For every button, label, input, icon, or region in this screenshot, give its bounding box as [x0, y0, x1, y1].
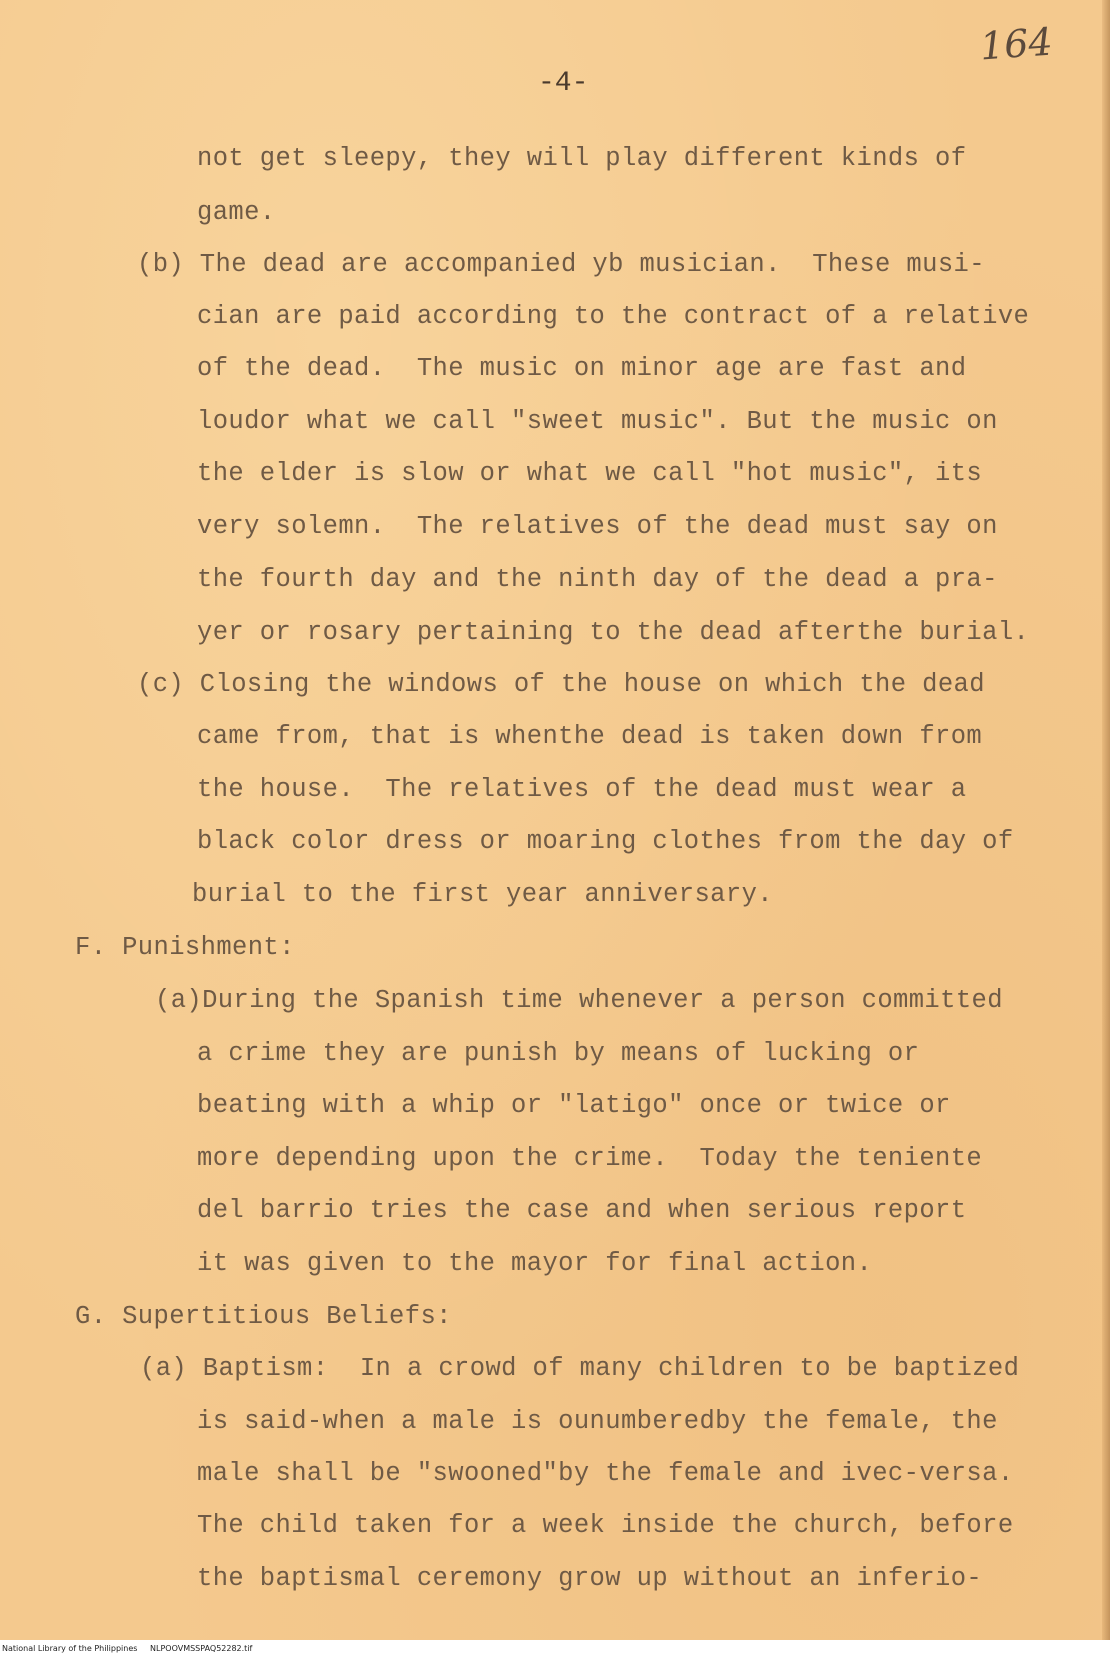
section-heading: F. Punishment:	[75, 933, 295, 962]
text-line: it was given to the mayor for final action.	[197, 1249, 873, 1278]
text-line: (a) Baptism: In a crowd of many children to be baptized	[140, 1354, 1020, 1383]
text-line: a crime they are punish by means of lucking or	[197, 1039, 920, 1068]
text-line: cian are paid according to the contract of a relative	[197, 302, 1030, 331]
text-line: beating with a whip or "latigo" once or twice or	[197, 1091, 951, 1120]
scan-footer	[0, 1640, 1110, 1658]
text-line: the fourth day and the ninth day of the dead a pra-	[197, 565, 998, 594]
text-line: del barrio tries the case and when serious report	[197, 1196, 967, 1225]
text-line: of the dead. The music on minor age are fast and	[197, 354, 967, 383]
footer-file-id: NLPOOVMSSPAQ52282.tif	[150, 1644, 253, 1653]
text-line: black color dress or moaring clothes from the day of	[197, 827, 1014, 856]
section-heading: G. Supertitious Beliefs:	[75, 1302, 452, 1331]
text-line: yer or rosary pertaining to the dead afterthe burial.	[197, 618, 1030, 647]
text-line: The child taken for a week inside the church, before	[197, 1511, 1014, 1540]
footer-library: National Library of the Philippines	[2, 1644, 138, 1653]
text-line: the baptismal ceremony grow up without an inferio-	[197, 1564, 983, 1593]
text-line: (c) Closing the windows of the house on which the dead	[137, 670, 985, 699]
text-line: (a)During the Spanish time whenever a person committed	[155, 986, 1003, 1015]
text-line: very solemn. The relatives of the dead must say on	[197, 512, 998, 541]
text-line: more depending upon the crime. Today the teniente	[197, 1144, 983, 1173]
text-line: came from, that is whenthe dead is taken down from	[197, 722, 983, 751]
text-line: not get sleepy, they will play different kinds of	[197, 144, 967, 173]
text-line: loudor what we call "sweet music". But the music on	[197, 407, 998, 436]
page-edge-shadow	[1102, 0, 1110, 1640]
text-line: male shall be "swooned"by the female and ivec-versa.	[197, 1459, 1014, 1488]
text-line: the house. The relatives of the dead must wear a	[197, 775, 967, 804]
handwritten-page-number: 164	[978, 19, 1054, 69]
text-line: is said-when a male is ounumberedby the female, the	[197, 1407, 998, 1436]
text-line: the elder is slow or what we call "hot music", its	[197, 459, 983, 488]
text-line: (b) The dead are accompanied yb musician. These musi-	[137, 250, 985, 279]
text-line: burial to the first year anniversary.	[192, 880, 773, 909]
text-line: game.	[197, 198, 276, 227]
sheet-number: -4-	[538, 68, 589, 99]
